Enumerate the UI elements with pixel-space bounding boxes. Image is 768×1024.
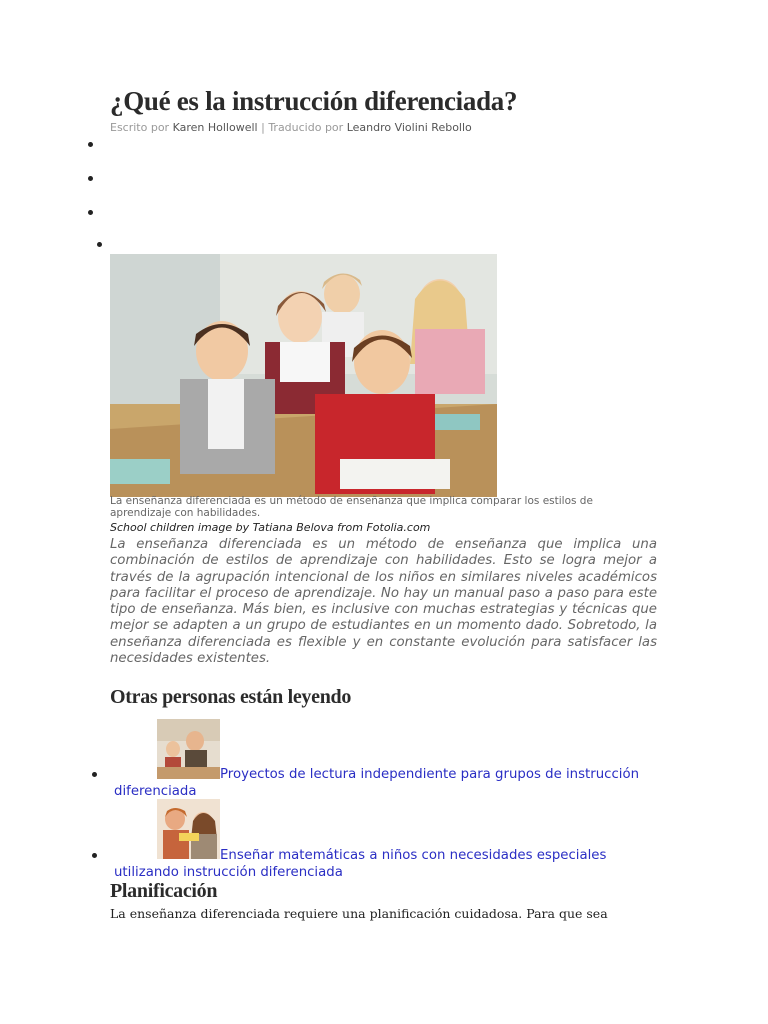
photo-credit: School children image by Tatiana Belova from Fotolia.com	[110, 521, 431, 534]
byline	[110, 121, 472, 134]
byline-written-label: Escrito por	[110, 121, 170, 134]
article-title: ¿Qué es la instrucción diferenciada?	[110, 86, 518, 116]
related-heading: Otras personas están leyendo	[110, 686, 352, 708]
byline-translated-label: Traducido por	[268, 121, 344, 134]
share-bullet	[88, 210, 93, 215]
share-bullet	[88, 176, 93, 181]
share-bullet	[97, 242, 102, 247]
related-link[interactable]: Enseñar matemáticas a niños con necesidades especiales utilizando instrucción diferenciada	[114, 848, 607, 880]
related-link[interactable]: Proyectos de lectura independiente para grupos de instrucción diferenciada	[114, 767, 640, 799]
byline-translator[interactable]: Leandro Violini Rebollo	[346, 121, 472, 134]
planning-text: La enseñanza diferenciada requiere una planificación cuidadosa. Para que sea	[110, 906, 608, 921]
share-bullet	[88, 142, 93, 147]
planning-heading: Planificación	[110, 880, 218, 902]
byline-separator: |	[261, 121, 265, 134]
related-bullet	[92, 772, 97, 777]
byline-author[interactable]: Karen Hollowell	[172, 121, 258, 134]
photo-caption: La enseñanza diferenciada es un método de enseñanza que implica comparar los estilos de aprendizaje con habilidades.	[110, 495, 593, 519]
article-photo	[110, 254, 497, 497]
related-bullet	[92, 853, 97, 858]
article-lead: La enseñanza diferenciada es un método de enseñanza que implica una combinación de estilos de aprendizaje con habilidades. Esto se logra mejor a través de la agrupación intencional de los niños en similares niveles académicos para facilitar el proceso de aprendizaje. No hay un manual paso a paso para este tipo de enseñanza. Más bien, es inclusive con muchas estrategias y técnicas que mejor se adapten a un grupo de estudiantes en un momento dado. Sobretodo, la enseñanza diferenciada es flexible y en constante evolución para satisfacer las necesidades existentes.	[110, 537, 657, 667]
